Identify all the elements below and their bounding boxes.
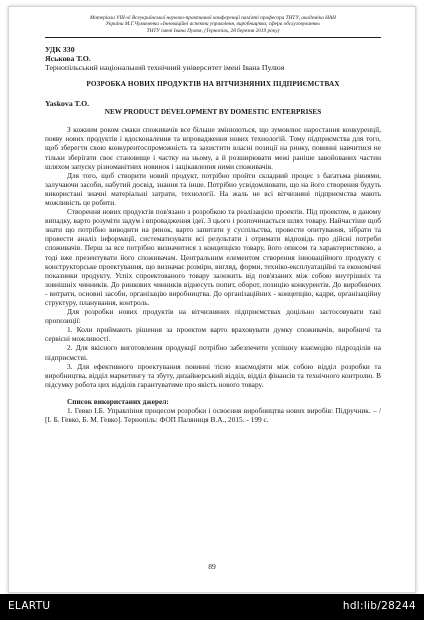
body-paragraph: Створення нових продуктів пов'язано з розробкою та реалізацією проектів. Під проектом, в даному випадку, варто розуміти задум і впровадження ідеї. З цього і розпочинається шлях товару. Найчастіше щоб знати що потрібно виводити на ринок, варто запитати у суспільства, провести опитування, зібрати та провести аналіз інформації, систематизувати всі результати і отримати відповідь про дійсні потреби споживачів. Перш за все потрібно визначитися з концепцією товару, його описом та характеристикою, а тоді вже презентувати його споживачам. Центральним елементом створення інноваційного продукту є конструкторське проектування, що визначає розміри, вигляд, форми, техніко-експлуатаційні та економічні показники продукту. Успіх спроектованого товару залежить від пов'язаних між собою внутрішніх та зовнішніх чинників. До ринкових чинників віднесуть попит, оборот, позицію конкурентів. До виробничих - витрати, основні засоби, організацію виробництва. До організаційних - концепцію, кадри, організаційну структуру, планування, контроль.: [45, 207, 381, 307]
header-line-3: ТНТУ імені Івана Пулюя, (Тернопіль, 28 березня 2019 року): [146, 27, 280, 34]
author-name-english: Yaskova T.O.: [45, 99, 90, 109]
body-paragraph: Для того, щоб створити новий продукт, потрібно пройти складний процес з багатьма рівнями, залучаючи засоби, набутий досвід, знання та інше. Потрібно усвідомлювати, що на його створення будуть використані значні матеріальні затрати, технології. На жаль не всі вітчизняні підприємства мають можливість це робити.: [45, 170, 381, 207]
udk-code: УДК 330: [45, 45, 75, 55]
header-line-2: України М.Г.Чумаченка «Інноваційні аспекти управління, виробництва, сфери обслуговування»: [105, 21, 321, 28]
header-line-1: Матеріали VIII-ої Всеукраїнської науково-практичної конференції пам'яті професора ТНТУ, академіка НАН: [90, 15, 336, 21]
repository-footer: [0, 594, 424, 620]
proposal-item: 3. Для ефективного проектування повинні тісно взаємодіяти між собою відділ розробки та виробництва, відділ маркетингу та збуту, дизайнерський відділ, відділ фінансів та технічного контролю. В підсумку робота цих відділів гарантуватиме про якість нового товару.: [45, 361, 381, 389]
references-list: [45, 406, 381, 424]
article-body: [45, 125, 381, 389]
author-name: Яськова Т.О.: [45, 54, 91, 64]
article-title: РОЗРОБКА НОВИХ ПРОДУКТІВ НА ВІТЧИЗНЯНИХ ПІДПРИЄМСТВАХ: [86, 80, 340, 89]
document-page: [8, 6, 416, 593]
references-heading: Список використаних джерел:: [67, 396, 169, 406]
page-number: 89: [208, 562, 216, 571]
conference-header: [45, 15, 381, 38]
repository-name: ELARTU: [8, 600, 51, 612]
article-title-english: NEW PRODUCT DEVELOPMENT BY DOMESTIC ENTERPRISES: [104, 108, 322, 117]
handle-identifier: hdl:lib/28244: [342, 600, 416, 612]
proposal-item: 2. Для якісного виготовлення продукції потрібно забезпечити успішну взаємодію підрозділів на підприємстві.: [45, 343, 381, 362]
proposal-item: 1. Коли приймають рішення за проектом варто враховувати думку споживачів, виробничі та сервісні можливості.: [45, 325, 381, 344]
reference-item: 1. Гевко І.Б. Управління процесом розробки і освоєння виробництва нових виробів: Підручник. – / [І. Б. Гевко, Б. М. Гевко]. Тернопіль: ФОП Паляниця В.А., 2015. - 199 с.: [45, 406, 381, 425]
body-paragraph: З кожним роком смаки споживачів все більше змінюються, що зумовлює наростання конкуренції, появу нових продуктів і вдосконалення та впровадження нових технологій. Тому підприємства для того, щоб зберегти свою конкурентоспроможність та захистити власні позиції на ринку, повинні навчитися не тільки зберігати своє становище і частку на ньому, а й розширювати межі раніше завойованих частин шляхом запуску різноманітних новинок і зацікавлення ними споживачів.: [45, 125, 381, 171]
page-content: [45, 15, 381, 424]
body-paragraph: Для розробки нових продуктів на вітчизняних підприємствах доцільно застосовувати такі пропозиції:: [45, 307, 381, 326]
author-affiliation: Тернопільський національний технічний університет імені Івана Пулюя: [45, 63, 285, 73]
